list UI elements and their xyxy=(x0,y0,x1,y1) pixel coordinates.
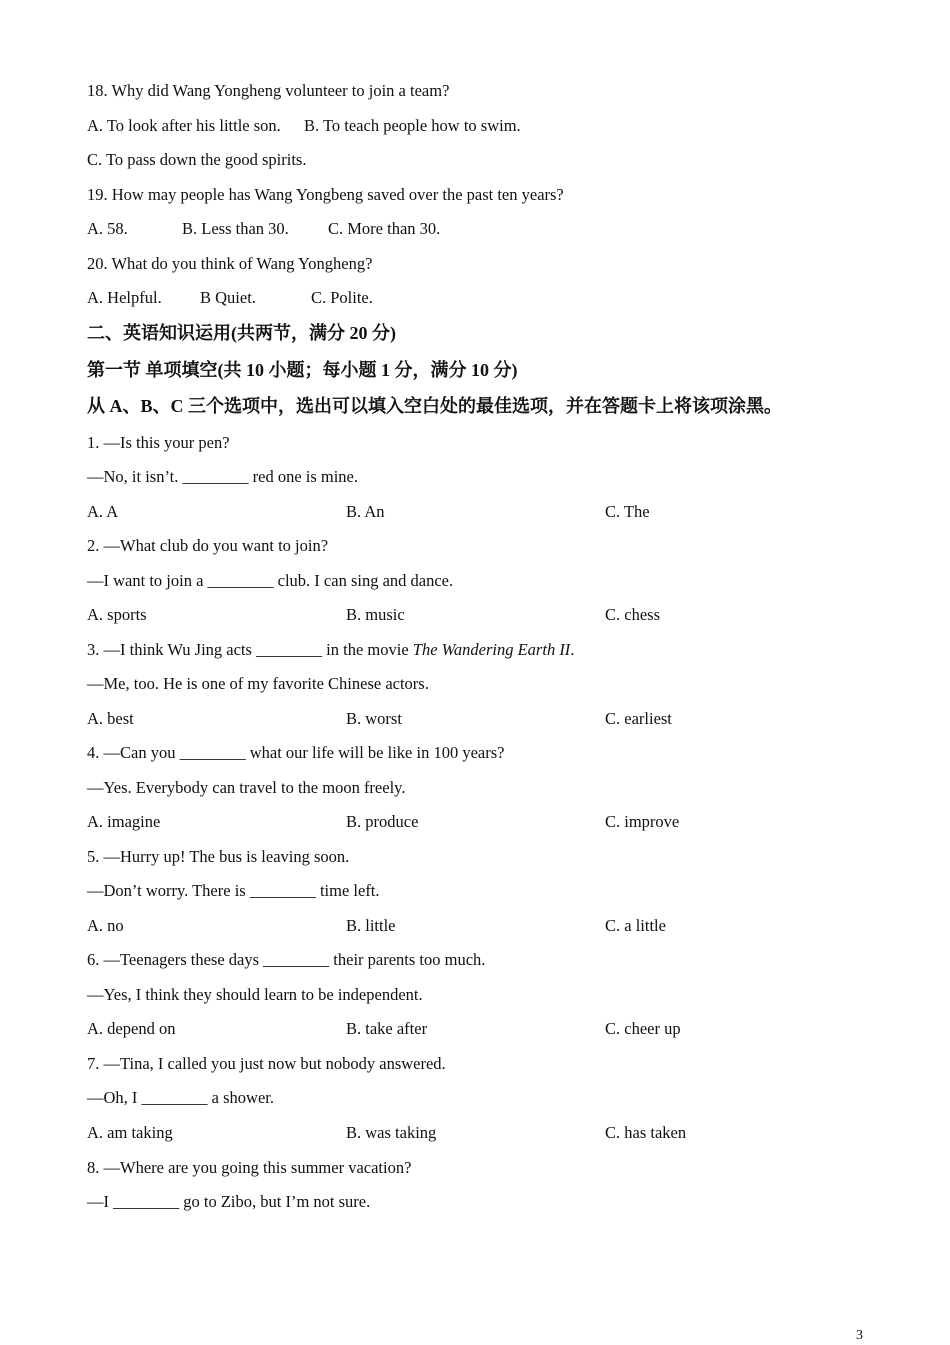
question-6-prompt: 6. —Teenagers these days ________ their parents too much. xyxy=(87,950,486,969)
question-4-option-b: B. produce xyxy=(346,812,419,831)
question-20-stem: 20. What do you think of Wang Yongheng? xyxy=(87,254,373,273)
question-3-prompt-end: . xyxy=(570,640,575,659)
question-4-option-c: C. improve xyxy=(605,812,680,831)
question-3-option-c: C. earliest xyxy=(605,709,672,728)
question-1-reply: —No, it isn’t. ________ red one is mine. xyxy=(87,467,359,486)
question-7-option-a: A. am taking xyxy=(87,1123,173,1142)
question-20-option-c: C. Polite. xyxy=(311,288,373,307)
question-2-option-b: B. music xyxy=(346,605,405,624)
question-6-option-a: A. depend on xyxy=(87,1019,176,1038)
question-2-reply: —I want to join a ________ club. I can sing and dance. xyxy=(87,571,454,590)
question-20-option-a: A. Helpful. xyxy=(87,288,162,307)
question-7-option-b: B. was taking xyxy=(346,1123,437,1142)
question-5-prompt: 5. —Hurry up! The bus is leaving soon. xyxy=(87,847,350,866)
question-18-stem: 18. Why did Wang Yongheng volunteer to join a team? xyxy=(87,81,450,100)
question-1-option-b: B. An xyxy=(346,502,385,521)
question-3-prompt-text: 3. —I think Wu Jing acts ________ in the movie xyxy=(87,640,413,659)
question-19-stem: 19. How may people has Wang Yongbeng saved over the past ten years? xyxy=(87,185,564,204)
question-18-option-a: A. To look after his little son. xyxy=(87,116,281,135)
question-5-option-b: B. little xyxy=(346,916,396,935)
question-2-option-a: A. sports xyxy=(87,605,147,624)
instructions: 从 A、B、C 三个选项中，选出可以填入空白处的最佳选项，并在答题卡上将该项涂黑。 xyxy=(87,396,783,416)
question-19-option-a: A. 58. xyxy=(87,219,128,238)
question-6-option-c: C. cheer up xyxy=(605,1019,681,1038)
question-19-option-c: C. More than 30. xyxy=(328,219,441,238)
question-3-option-a: A. best xyxy=(87,709,134,728)
question-19-option-b: B. Less than 30. xyxy=(182,219,289,238)
section-heading: 二、英语知识运用(共两节，满分 20 分) xyxy=(87,323,396,343)
question-8-prompt: 8. —Where are you going this summer vacation? xyxy=(87,1158,412,1177)
question-8-reply: —I ________ go to Zibo, but I’m not sure. xyxy=(87,1192,371,1211)
question-1-option-c: C. The xyxy=(605,502,650,521)
question-18-option-c: C. To pass down the good spirits. xyxy=(87,150,307,169)
question-7-reply: —Oh, I ________ a shower. xyxy=(87,1088,274,1107)
question-5-option-a: A. no xyxy=(87,916,124,935)
part-heading: 第一节 单项填空(共 10 小题；每小题 1 分，满分 10 分) xyxy=(87,360,518,380)
question-5-option-c: C. a little xyxy=(605,916,666,935)
question-3-reply: —Me, too. He is one of my favorite Chinese actors. xyxy=(87,674,429,693)
question-4-option-a: A. imagine xyxy=(87,812,161,831)
question-18-option-b: B. To teach people how to swim. xyxy=(304,116,521,135)
question-1-prompt: 1. —Is this your pen? xyxy=(87,433,230,452)
question-6-reply: —Yes, I think they should learn to be independent. xyxy=(87,985,423,1004)
question-3-option-b: B. worst xyxy=(346,709,402,728)
page-number: 3 xyxy=(856,1328,863,1343)
question-5-reply: —Don’t worry. There is ________ time left. xyxy=(87,881,380,900)
question-2-option-c: C. chess xyxy=(605,605,660,624)
question-6-option-b: B. take after xyxy=(346,1019,428,1038)
question-1-option-a: A. A xyxy=(87,502,119,521)
question-4-prompt: 4. —Can you ________ what our life will be like in 100 years? xyxy=(87,743,505,762)
question-4-reply: —Yes. Everybody can travel to the moon freely. xyxy=(87,778,406,797)
question-7-option-c: C. has taken xyxy=(605,1123,687,1142)
question-3-prompt xyxy=(87,640,574,660)
question-7-prompt: 7. —Tina, I called you just now but nobody answered. xyxy=(87,1054,446,1073)
movie-title: The Wandering Earth II xyxy=(412,640,571,659)
question-20-option-b: B Quiet. xyxy=(200,288,256,307)
question-2-prompt: 2. —What club do you want to join? xyxy=(87,536,329,555)
